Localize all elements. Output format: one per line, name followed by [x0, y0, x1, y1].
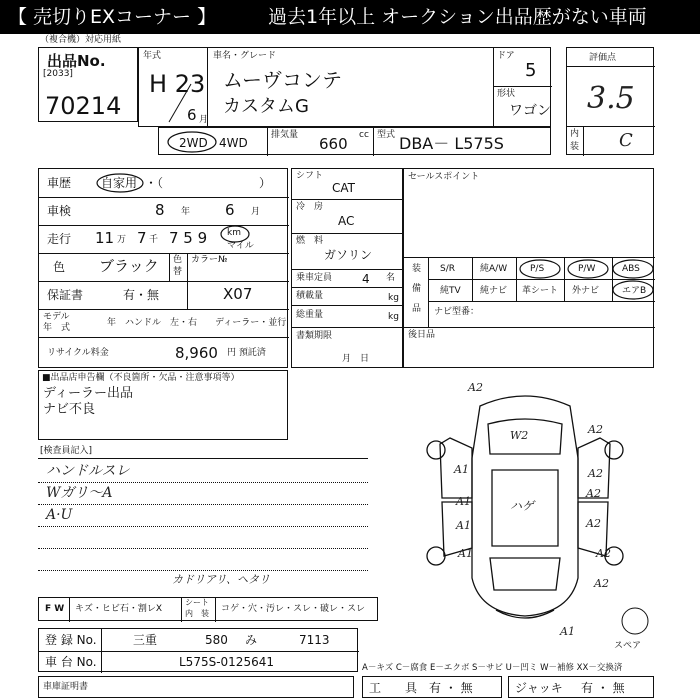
damage-mark: A2: [588, 467, 603, 480]
banner-left: 【 売切りEXコーナー 】: [8, 6, 217, 28]
car-grade: カスタムG: [223, 96, 309, 117]
jack-value: 有 ・ 無: [581, 681, 625, 695]
year-value: H 23: [149, 70, 206, 98]
inspection-month: 6: [225, 201, 235, 219]
car-name: ムーヴコンテ: [223, 68, 342, 92]
banner-right: 過去1年以上 オークション出品歴がない車両: [268, 6, 647, 28]
details-table: 車歴 自家用 ・（ ） 車検 8 年 6 月 走行 11 万 7 千 7 5 9 km マイル 色 ブラック 色 替 カラー№ X07 保証書 有・無 モデル 年 式 年 ハンドル 左・右 ディーラー・並行 リサイクル料金 8,960 円 預託済: [38, 168, 288, 368]
inspector-line4: カドリアリ、ヘタリ: [172, 573, 271, 586]
sales-box: セールスポイント 後日品 装 備 品 S/R 純A/W P/S P/W ABS 純TV 純ナビ 革シート 外ナビ エアB ナビ型番：: [403, 168, 654, 368]
lot-number: 70214: [45, 92, 122, 120]
reg-num: 7113: [299, 633, 330, 647]
doors-value: 5: [525, 60, 537, 81]
damage-mark: A1: [454, 463, 469, 476]
lot-box: [38, 47, 138, 122]
fuel-value: ガソリン: [324, 248, 373, 262]
damage-mark: A2: [586, 517, 601, 530]
shift-value: CAT: [332, 181, 355, 195]
score-label: 評価点: [589, 53, 617, 63]
damage-mark: A2: [588, 423, 603, 436]
score-value: 3.5: [587, 81, 635, 116]
spec-table: シフト CAT 冷 房 AC 燃 料 ガソリン 乗車定員 4 名 積載量 kg 総重量 kg 書類期限 月 日: [291, 168, 403, 368]
color-number: X07: [223, 285, 253, 303]
doors-label: ドア: [497, 51, 515, 61]
history-value: 自家用: [101, 176, 138, 190]
model-code: DBA－ L575S: [399, 134, 504, 153]
color-value: ブラック: [99, 257, 159, 275]
shape-value: ワゴン: [509, 103, 551, 119]
recycle-fee: 8,960: [175, 344, 218, 362]
vehicle-box: 年式 H 23 6 月 車名・グレード ムーヴコンテ カスタムG ドア 5 形状 ワゴン: [138, 47, 551, 127]
drive-2wd: 2WD: [179, 136, 208, 150]
damage-mark: ハゲ: [510, 499, 535, 513]
tools-value: 有 ・ 無: [429, 681, 473, 695]
damage-mark: A1: [560, 625, 575, 638]
interior-value: C: [619, 130, 633, 151]
score-box: 評価点 3.5 内 装 C: [566, 47, 654, 155]
damage-legend: A－キズ C－腐食 E－エクボ S－サビ U－凹ミ W－補修 XX－交換済: [362, 663, 623, 673]
drive-row: 2WD 4WD 排気量 660 cc 型式 DBA－ L575S: [158, 127, 551, 155]
mileage-a: 11: [95, 229, 115, 247]
header-banner: [0, 0, 700, 34]
damage-mark: A2: [468, 381, 483, 394]
mileage-b: 7: [137, 229, 147, 247]
notes-box: ■出品店申告欄（不良箇所・欠品・注意事項等） ディーラー出品 ナビ不良: [38, 370, 288, 440]
mileage-c: 7 5 9: [169, 229, 208, 247]
name-label: 車名・グレード: [213, 51, 277, 61]
note-line2: ナビ不良: [43, 402, 96, 417]
lot-sub: [2033]: [43, 69, 73, 79]
sub-note: （複合機）対応用紙: [40, 35, 122, 45]
inspector-line3: A·U: [46, 507, 73, 523]
damage-mark: A1: [458, 547, 473, 560]
damage-mark: A1: [456, 519, 471, 532]
reg-place: 三重: [133, 633, 158, 647]
damage-mark: A2: [594, 577, 609, 590]
year-label: 年式: [143, 51, 162, 61]
spare-label: スペア: [614, 641, 642, 651]
inspection-year: 8: [155, 201, 165, 219]
displacement: 660: [319, 135, 348, 153]
drive-4wd: 4WD: [219, 136, 248, 150]
fw-row: F W キズ・ヒビ石・割レX シート 内 装 コゲ・穴・汚レ・スレ・破レ・スレ: [38, 597, 378, 621]
chassis-number: L575S-0125641: [179, 655, 274, 669]
note-line1: ディーラー出品: [43, 386, 133, 401]
footer-left: 車庫証明書: [38, 676, 354, 698]
capacity-value: 4: [362, 272, 370, 286]
inspector-header: [検査員記入]: [40, 446, 93, 456]
damage-mark: W2: [510, 429, 529, 442]
ac-value: AC: [338, 214, 355, 228]
reg-class: 580: [205, 633, 228, 647]
registration-box: 登 録 No. 三重 580 み 7113 車 台 No. L575S-0125641: [38, 628, 358, 672]
jack-box: ジャッキ 有 ・ 無: [508, 676, 654, 698]
month-value: 6: [187, 106, 197, 124]
inspector-line2: Wガリ〜A: [46, 485, 113, 501]
warranty-value: 有・無: [123, 288, 160, 302]
shape-label: 形状: [497, 89, 516, 99]
damage-mark: A2: [596, 547, 611, 560]
inspector-line1: ハンドルスレ: [46, 463, 130, 479]
lot-label: 出品No.: [47, 52, 106, 70]
damage-mark: A2: [586, 487, 601, 500]
tools-box: 工 具 有 ・ 無: [362, 676, 502, 698]
reg-kana: み: [245, 633, 258, 647]
damage-mark: A1: [456, 495, 471, 508]
